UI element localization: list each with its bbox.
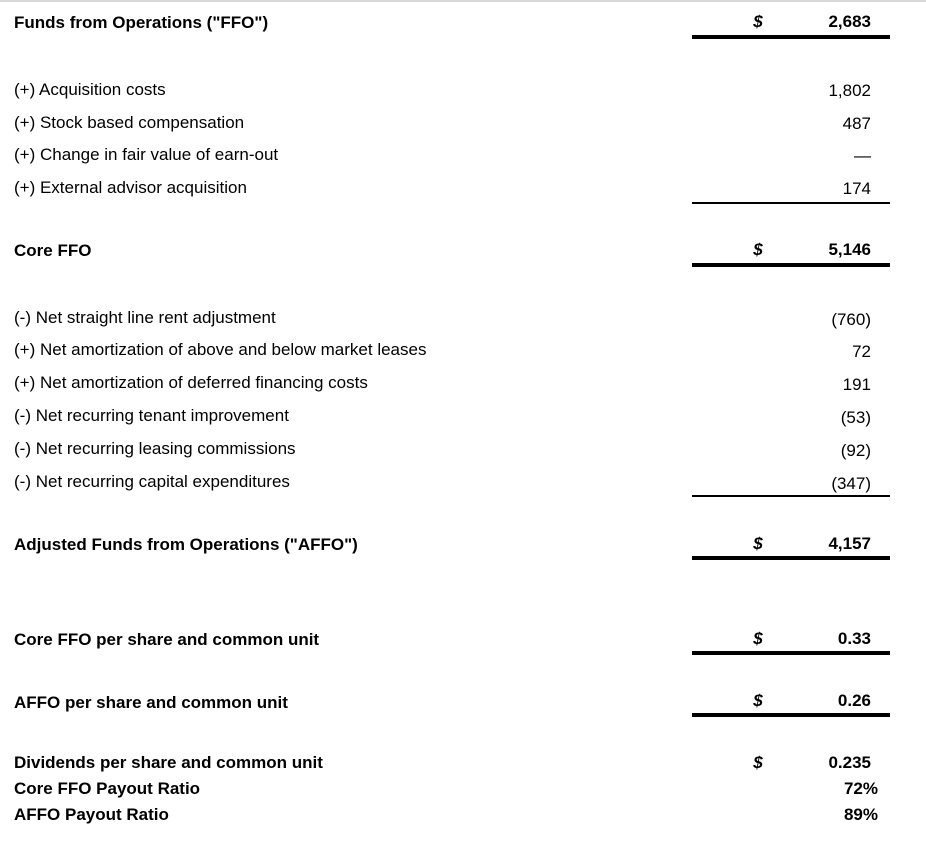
value-ffo: 2,683 [828,12,871,31]
row-label-ffo: Funds from Operations ("FFO") [14,13,269,32]
row-label-affo-payout-ratio: AFFO Payout Ratio [14,805,169,824]
row-label-external-advisor-acquisition: (+) External advisor acquisition [14,178,247,197]
value-affo-payout-ratio: 89% [843,805,878,824]
row-label-straight-line-rent: (-) Net straight line rent adjustment [14,308,276,327]
value-affo: 4,157 [828,534,871,553]
row-label-stock-based-compensation: (+) Stock based compensation [14,113,245,132]
value-core-ffo-payout-ratio: 72% [843,779,878,798]
total-rule [692,651,890,655]
value-dividends-per-share: 0.235 [828,753,871,772]
currency-symbol-affo: $ [753,534,763,553]
row-label-dividends-per-share: Dividends per share and common unit [14,753,323,772]
row-label-amortization-financing-costs: (+) Net amortization of deferred financing costs [14,373,368,392]
value-change-fair-value-earn-out: — [854,146,871,165]
currency-symbol-affo-per-share: $ [753,691,763,710]
row-label-core-ffo-per-share: Core FFO per share and common unit [14,630,320,649]
row-label-tenant-improvement: (-) Net recurring tenant improvement [14,406,289,425]
value-tenant-improvement: (53) [840,408,871,427]
subtotal-rule [692,202,890,204]
row-label-core-ffo-payout-ratio: Core FFO Payout Ratio [14,779,201,798]
total-rule [692,263,890,267]
row-label-core-ffo: Core FFO [14,241,92,260]
value-acquisition-costs: 1,802 [828,81,871,100]
value-capital-expenditures: (347) [831,474,871,493]
total-rule [692,713,890,717]
row-label-leasing-commissions: (-) Net recurring leasing commissions [14,439,296,458]
row-label-amortization-market-leases: (+) Net amortization of above and below market leases [14,340,427,359]
value-external-advisor-acquisition: 174 [842,179,871,198]
total-rule [692,35,890,39]
value-core-ffo: 5,146 [828,240,871,259]
value-straight-line-rent: (760) [831,310,871,329]
row-label-acquisition-costs: (+) Acquisition costs [14,80,166,99]
subtotal-rule [692,495,890,497]
currency-symbol-dividends: $ [753,753,763,772]
total-rule [692,556,890,560]
value-amortization-market-leases: 72 [852,342,871,361]
value-affo-per-share: 0.26 [837,691,871,710]
row-label-change-fair-value-earn-out: (+) Change in fair value of earn-out [14,145,279,164]
value-core-ffo-per-share: 0.33 [837,629,871,648]
value-amortization-financing-costs: 191 [842,375,871,394]
currency-symbol-ffo: $ [753,12,763,31]
row-label-capital-expenditures: (-) Net recurring capital expenditures [14,472,290,491]
currency-symbol-core-ffo: $ [753,240,763,259]
row-label-affo-per-share: AFFO per share and common unit [14,693,288,712]
value-leasing-commissions: (92) [840,441,871,460]
row-label-affo: Adjusted Funds from Operations ("AFFO") [14,535,358,554]
currency-symbol-core-ffo-per-share: $ [753,629,763,648]
value-stock-based-compensation: 487 [842,114,871,133]
top-border [0,0,926,2]
